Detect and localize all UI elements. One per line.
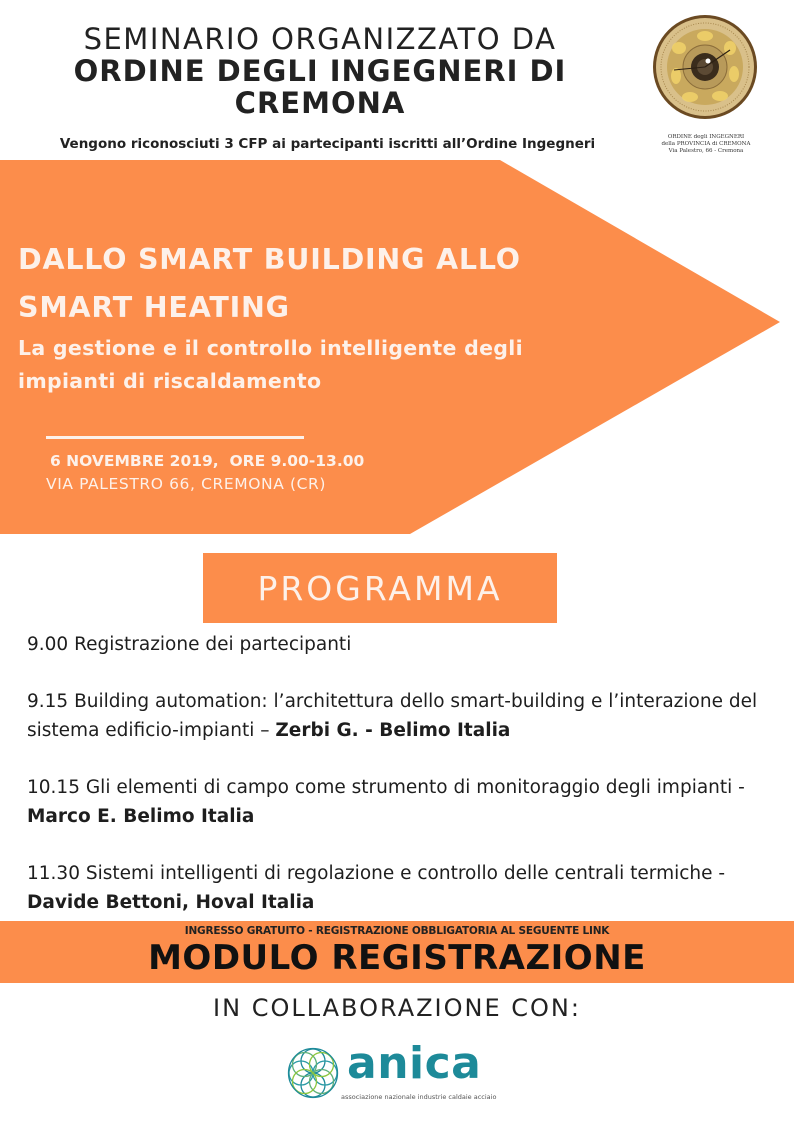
agenda-item-text: 9.00 Registrazione dei partecipanti [27,634,352,655]
agenda-item-speaker: Zerbi G. - Belimo Italia [275,720,511,741]
ordine-logo-caption [645,134,767,155]
caption-line: della PROVINCIA di CREMONA [661,141,751,147]
collaboration-label: IN COLLABORAZIONE CON: [213,994,581,1022]
agenda-item [27,630,787,659]
caption-line: Via Palestro, 66 - Cremona [668,148,744,154]
registration-note: INGRESSO GRATUITO - REGISTRAZIONE OBBLIGATORIA AL SEGUENTE LINK [184,925,610,937]
ordine-ingegneri-emblem-icon [652,14,758,120]
anica-tagline: associazione nazionale industrie caldaie acciaio [341,1093,497,1101]
program-heading-box [203,553,557,623]
agenda-item [27,859,787,917]
agenda-item-speaker: Marco E. Belimo Italia [27,806,255,827]
agenda-item-text: 10.15 Gli elementi di campo come strumento di monitoraggio degli impianti - [27,777,745,798]
agenda-item [27,773,787,831]
agenda-item-speaker: Davide Bettoni, Hoval Italia [27,892,315,913]
caption-line: ORDINE degli INGEGNERI [667,134,745,140]
divider-line [46,436,304,439]
agenda-item-text: 9.15 Building automation: l’architettura dello smart-building e l’interazione del sistema edificio-impianti – [27,691,758,741]
event-title-line: SMART HEATING [18,291,290,324]
event-subtitle-line: impianti di riscaldamento [18,369,322,393]
agenda-item-text: 11.30 Sistemi intelligenti di regolazione e controllo delle centrali termiche - [27,863,726,884]
event-title [18,236,658,332]
program-heading: PROGRAMMA [257,568,503,608]
anica-wordmark: anica [347,1038,482,1089]
header-organizer-city: CREMONA [234,86,406,120]
event-subtitle [18,332,658,398]
anica-rosette-icon [287,1047,339,1099]
cfp-note: Vengono riconosciuti 3 CFP ai partecipanti iscritti all’Ordine Ingegneri [59,136,596,152]
agenda-item [27,687,787,745]
event-subtitle-line: La gestione e il controllo intelligente degli [18,336,523,360]
event-location: VIA PALESTRO 66, CREMONA (CR) [46,475,327,493]
registration-form-link[interactable]: MODULO REGISTRAZIONE [148,938,646,978]
program-agenda [27,630,787,945]
header-organizer-name: ORDINE DEGLI INGEGNERI DI [73,54,567,88]
event-date-time: 6 NOVEMBRE 2019, ORE 9.00-13.00 [50,452,365,470]
event-title-line: DALLO SMART BUILDING ALLO [18,243,521,276]
header-organizer-line: SEMINARIO ORGANIZZATO DA [83,22,557,56]
